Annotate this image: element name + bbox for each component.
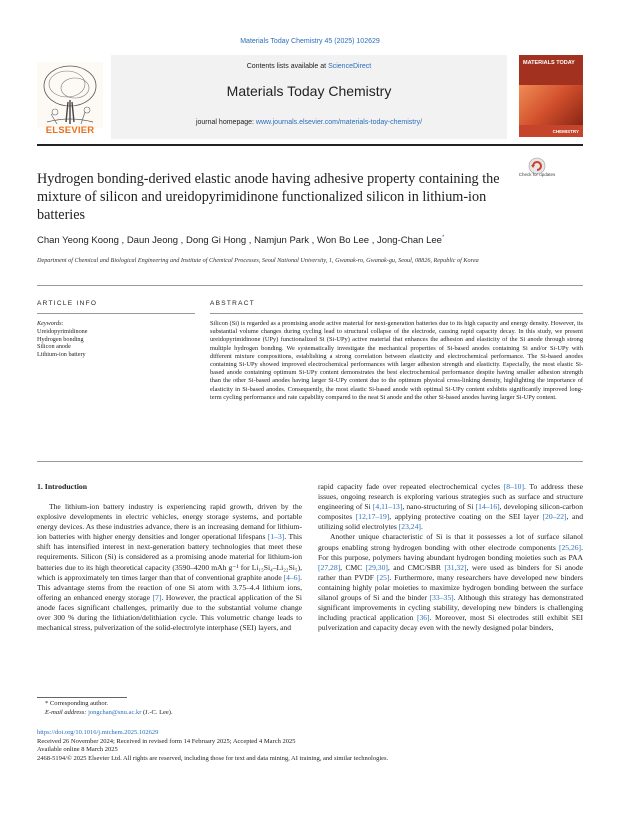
available-online-date: Available online 8 March 2025: [37, 746, 118, 754]
citation-link[interactable]: [4,11–13]: [372, 502, 403, 512]
corresponding-author-mark[interactable]: *: [441, 235, 445, 241]
body-text: , and utilizing solid electrolytes: [318, 512, 583, 532]
publication-details: [37, 729, 388, 763]
citation-link[interactable]: [33–35]: [429, 593, 454, 603]
article-title: Hydrogen bonding-derived elastic anode having adhesive property containing the mixture of silicon and ureidopyrimidinone functionalized silicon in lithium-ion batteries: [37, 171, 500, 223]
abstract-text: Silicon (Si) is regarded as a promising anode active material for next-generation batteries due to its high capacity and energy density. However, its substantial volume changes during cycling lead to structural collapse of the electrode, causing rapid capacity decay. In this study, we present ureidopyrimidinone (UPy) functionalized Si (Si-UPy) active material that enhances the adhesion and elasticity of the Si anode through strong multiple hydrogen bonding. We systematically investigate the mechanical properties of Si-based anodes containing Si and/or Si-UPy with different mixture compositions, establishing a strong correlation between elasticity and electrochemical performance. The Si-based anodes containing Si-UPy showed improved electrochemical performances with larger adhesion strength and elasticity. Especially, the most elastic Si-based anode containing optimum Si-UPy content demonstrates the best electrochemical performance despite having smaller adhesion strength than the other Si-based anodes having larger Si-UPy content due to the optimum physical cross-linking density, highlighting the importance of elasticity in Si-based anodes. Consequently, the most elastic Si-based anode with optimal Si-UPy content exhibits significantly improved long-term cycling performance and rate capability compared to the neat Si anode and the other Si-based anodes having larger Si-UPy content.: [210, 320, 583, 401]
author-name[interactable]: Dong Gi Hong: [185, 235, 247, 247]
keywords-label: Keywords:: [37, 320, 64, 327]
homepage-line: [111, 119, 507, 126]
citation-link[interactable]: [12,17–19]: [355, 512, 390, 522]
journal-title: Materials Today Chemistry: [226, 83, 392, 99]
article-info-heading: ARTICLE INFO: [37, 300, 98, 307]
copyright-notice: 2468-5194/© 2025 Elsevier Ltd. All rights are reserved, including those for text and data mining, AI training, and similar technologies.: [37, 754, 389, 762]
body-text: . Although this strategy has demonstrated significant improvements in cycling stability, developing new binders is challenging including practical application: [318, 593, 583, 623]
keyword-list: [37, 328, 88, 358]
body-text: , and CMC/SBR: [387, 562, 445, 572]
intro-right-column: [318, 482, 583, 633]
abstract-heading: ABSTRACT: [210, 300, 256, 307]
body-text: , nano-structuring of Si: [402, 502, 476, 512]
author-name[interactable]: Namjun Park: [254, 235, 310, 247]
body-text: , were used as binders for Si anode rather than PVDF: [318, 562, 583, 582]
intro-paragraph: [318, 532, 583, 633]
citation-link[interactable]: [23,24]: [398, 522, 421, 532]
homepage-prefix: journal homepage:: [195, 119, 256, 126]
contents-prefix: Contents lists available at: [246, 63, 329, 70]
body-text: , developing silicon-carbon composites: [318, 502, 584, 522]
author-name[interactable]: Jong-Chan Lee: [376, 235, 442, 247]
sciencedirect-link[interactable]: ScienceDirect: [328, 63, 372, 70]
article-info-divider: [37, 313, 195, 314]
publisher-name: ELSEVIER: [45, 125, 95, 136]
citation-link[interactable]: [8–10]: [503, 482, 524, 491]
body-text: . Furthermore, many researchers have developed new binders containing highly polar moieties to maximize hydrogen bonding between the surface silanol groups of Si and the binder: [318, 572, 583, 603]
abstract-bottom-divider: [37, 461, 583, 462]
masthead-divider: [37, 144, 583, 146]
body-text: . This shift has intensified interest in next-generation battery technologies that meet these requirements. Silicon (Si) is considered as a promising anode material for lithium-ion batteries due to its high theoretical capacity (3590–4200 mAh g⁻¹ for Li₁₅Si₄–Li₂₂Si₅), which is approximately ten times larger than that of conventional graphite anode: [37, 532, 302, 582]
citation-link[interactable]: [25,26]: [558, 542, 582, 552]
section-heading-introduction: 1. Introduction: [37, 482, 88, 491]
author-name[interactable]: Daun Jeong: [126, 235, 179, 247]
journal-cover-thumbnail[interactable]: [519, 55, 583, 137]
citation-link[interactable]: [14–16]: [475, 502, 500, 512]
corresponding-author-footnote: [45, 700, 173, 717]
citation-link[interactable]: [25]: [376, 572, 390, 582]
body-text: , applying protective coating on the SEI layer: [389, 512, 543, 522]
corresponding-author-note: Corresponding author.: [49, 700, 109, 707]
email-suffix: (J.-C. Lee).: [143, 708, 173, 716]
body-text: .: [420, 522, 423, 532]
journal-homepage-link[interactable]: www.journals.elsevier.com/materials-today-chemistry/: [255, 119, 423, 126]
author-list: Chan Yeong Koong , Daun Jeong , Dong Gi Hong , Namjun Park , Won Bo Lee , Jong-Chan Lee*: [37, 235, 445, 247]
intro-left-column: [37, 502, 302, 633]
header-divider: [37, 285, 583, 286]
citation-link[interactable]: [31,32]: [444, 562, 467, 572]
body-text: . This advantage stems from the reaction of one Si atom with 3.75–4.4 lithium ions, offering an enhanced energy storage: [37, 572, 302, 602]
citation-link[interactable]: [1–3]: [267, 532, 285, 542]
check-for-updates-icon[interactable]: [520, 156, 554, 186]
author-name[interactable]: Chan Yeong Koong: [37, 235, 119, 247]
body-text: rapid capacity fade over repeated electrochemical cycles: [318, 482, 504, 491]
journal-reference-link[interactable]: Materials Today Chemistry 45 (2025) 102629: [240, 38, 380, 45]
body-text: . Moreover, most Si electrodes still exhibit SEI pulverization and capacity decay even with the newly designed polar binders,: [318, 613, 583, 633]
author-email-link[interactable]: jongchan@snu.ac.kr: [88, 708, 142, 716]
keyword: Hydrogen bonding: [37, 335, 84, 343]
body-text: . To address these issues, ongoing research is exploring various strategies such as surface and structure engineering of Si: [318, 482, 583, 512]
intro-paragraph: [318, 482, 583, 532]
footnote-mark: *: [45, 700, 49, 707]
citation-link[interactable]: [4–6]: [283, 572, 301, 582]
check-for-updates-label[interactable]: Check for updates: [518, 172, 556, 177]
footnote-divider: [37, 697, 127, 698]
citation-link[interactable]: [27,28]: [318, 562, 341, 572]
author-affiliation: Department of Chemical and Biological Engineering and Institute of Chemical Processes, Seoul National University, 1, Gwanak-ro, Gwanak-gu, Seoul, 08826, Republic of Korea: [37, 257, 479, 264]
body-text: , CMC: [340, 562, 366, 572]
abstract-divider: [210, 313, 583, 314]
body-text: . However, the practical application of the Si anode faces significant challenges, primarily due to the substantial volume change over 300 % during the lithiation/delithiation cycle. This volumetric change leads to mechanical stress, pulverization of the solid-electrolyte interphase (SEI) layers, and: [37, 592, 302, 633]
doi-link[interactable]: https://doi.org/10.1016/j.mtchem.2025.102629: [37, 729, 159, 736]
cover-title: MATERIALS TODAY: [523, 60, 575, 66]
author-name[interactable]: Won Bo Lee: [316, 235, 370, 247]
journal-masthead: [37, 55, 583, 141]
body-text: . For this purpose, polymers having abundant hydrogen bonding moieties such as PAA: [318, 542, 583, 562]
keyword: Ureidopyrimidinone: [37, 328, 88, 335]
keyword: Lithium-ion battery: [37, 350, 86, 358]
citation-link[interactable]: [7]: [152, 592, 162, 602]
cover-footer: CHEMISTRY: [552, 129, 579, 134]
body-text: Another unique characteristic of Si is that it possesses a lot of surface silanol groups enabling strong hydrogen bonding with other electrode components: [318, 532, 583, 552]
body-text: The lithium-ion battery industry is experiencing rapid growth, driven by the explosive developments in electric vehicles, energy storage systems, and portable energy devices. As these industries advance, there is an increasing demand for lithium-ion batteries with higher energy densities and longer operational lifespans: [37, 502, 302, 542]
citation-link[interactable]: [20–22]: [542, 512, 567, 522]
citation-link[interactable]: [36]: [416, 613, 430, 623]
email-label: E-mail address:: [45, 708, 87, 716]
contents-line: [111, 63, 507, 70]
received-dates: Received 26 November 2024; Received in revised form 14 February 2025; Accepted 4 March 2025: [37, 737, 296, 745]
citation-link[interactable]: [29,30]: [365, 562, 388, 572]
journal-header-box: [111, 55, 507, 139]
keyword: Silicon anode: [37, 343, 71, 351]
